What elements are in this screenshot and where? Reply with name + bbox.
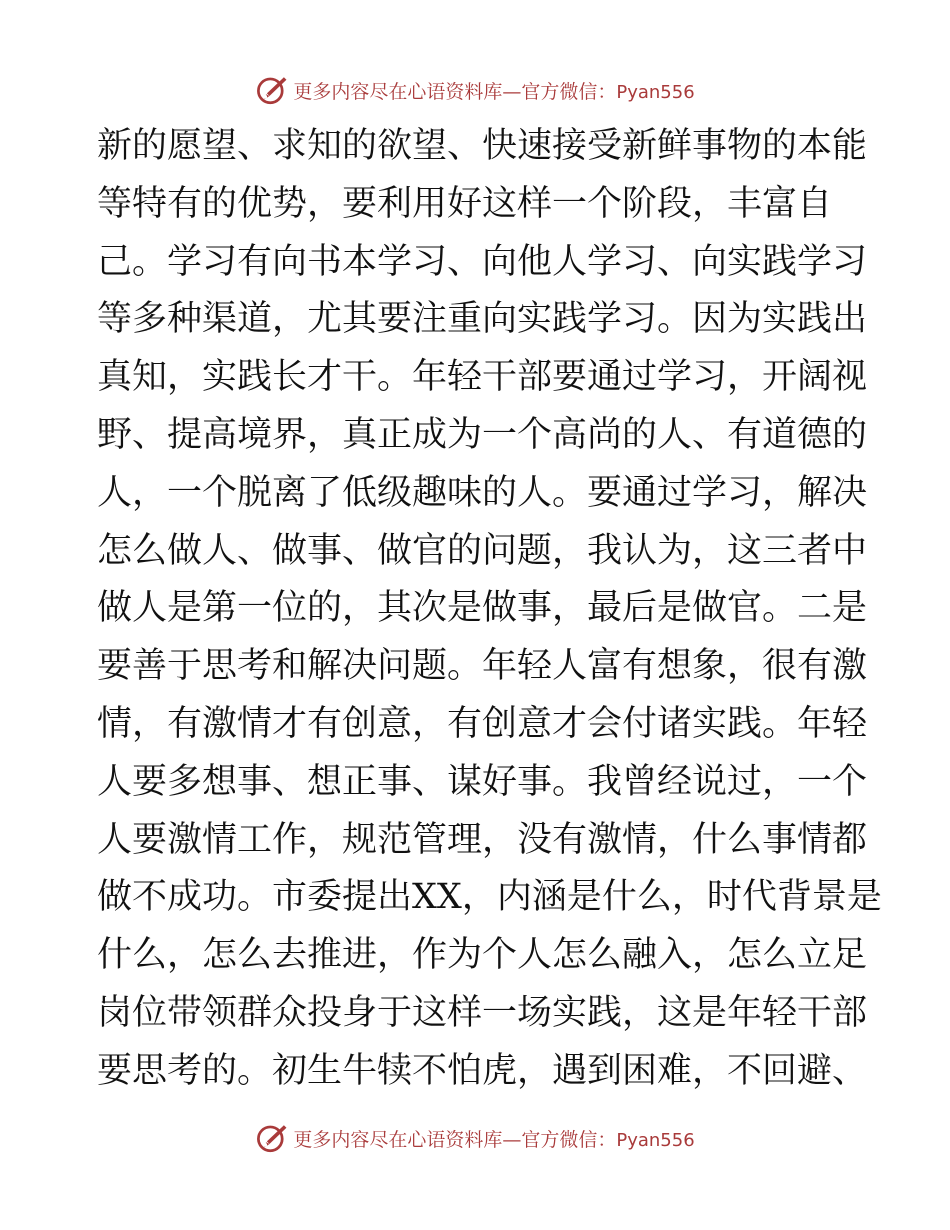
footer-banner <box>0 1118 950 1158</box>
footer-banner-text: 更多内容尽在心语资料库—官方微信：Pyan556 <box>293 1128 695 1151</box>
text-line: 人要多想事、想正事、谋好事。我曾经说过，一个 <box>97 761 868 802</box>
text-line: 岗位带领群众投身于这样一场实践，这是年轻干部 <box>97 992 868 1033</box>
text-line: 做人是第一位的，其次是做事，最后是做官。二是 <box>97 588 868 629</box>
text-line: 怎么做人、做事、做官的问题，我认为，这三者中 <box>97 530 868 571</box>
text-line: 野、提高境界，真正成为一个高尚的人、有道德的 <box>97 414 868 455</box>
quill-pen-icon <box>255 1121 289 1155</box>
text-line: 做不成功。市委提出XX，内涵是什么，时代背景是 <box>97 877 882 918</box>
header-banner-text: 更多内容尽在心语资料库—官方微信：Pyan556 <box>293 80 695 103</box>
text-line: 新的愿望、求知的欲望、快速接受新鲜事物的本能 <box>97 126 868 166</box>
text-line: 人要激情工作，规范管理，没有激情，什么事情都 <box>97 819 868 860</box>
body-text <box>97 118 882 1101</box>
text-line: 要思考的。初生牛犊不怕虎，遇到困难，不回避、 <box>97 1050 868 1091</box>
text-line: 要善于思考和解决问题。年轻人富有想象，很有激 <box>97 646 868 687</box>
text-line: 真知，实践长才干。年轻干部要通过学习，开阔视 <box>97 357 868 398</box>
quill-pen-icon <box>255 73 289 107</box>
footer-wechat-id: Pyan556 <box>616 1129 695 1151</box>
text-line: 等特有的优势，要利用好这样一个阶段，丰富自 <box>97 183 833 224</box>
text-line: 等多种渠道，尤其要注重向实践学习。因为实践出 <box>97 299 868 340</box>
header-wechat-id: Pyan556 <box>616 81 695 103</box>
text-line: 什么，怎么去推进，作为个人怎么融入，怎么立足 <box>97 935 868 976</box>
text-line: 己。学习有向书本学习、向他人学习、向实践学习 <box>97 241 868 282</box>
text-line: 人，一个脱离了低级趣味的人。要通过学习，解决 <box>97 472 868 513</box>
header-banner <box>0 70 950 110</box>
text-line: 情，有激情才有创意，有创意才会付诸实践。年轻 <box>97 703 868 744</box>
